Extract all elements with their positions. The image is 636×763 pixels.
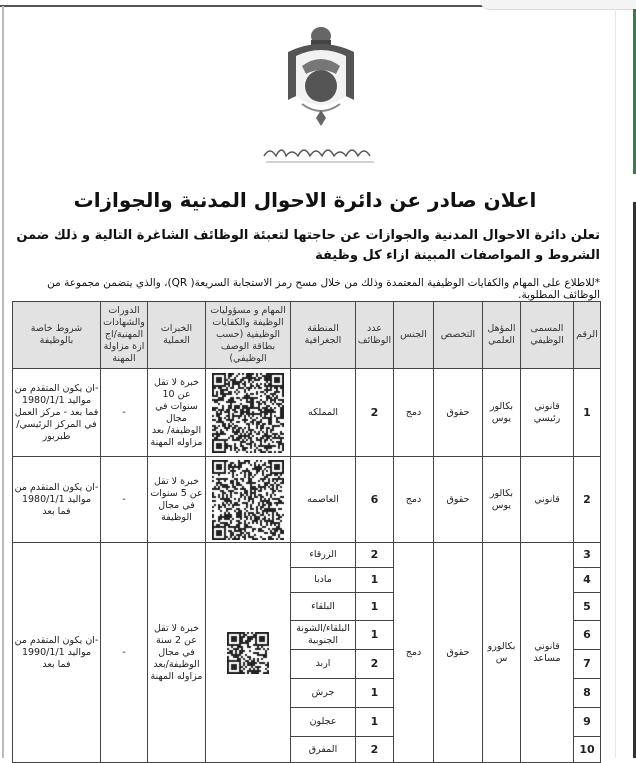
- cell-positions: 2: [356, 650, 394, 679]
- header-job-title: المسمى الوظيفي: [521, 302, 574, 369]
- cell-positions: 1: [356, 621, 394, 650]
- qr-code-icon[interactable]: [212, 373, 284, 453]
- cell-number: 7: [574, 650, 601, 679]
- viewer-corner-panel: [480, 0, 636, 10]
- cell-specialization: حقوق: [434, 369, 483, 457]
- cell-specialization: حقوق: [434, 457, 483, 543]
- cell-number: 6: [574, 621, 601, 650]
- cell-job-title: قانوني: [521, 457, 574, 543]
- cell-region: البلقاء: [291, 593, 356, 621]
- header-tasks: المهام و مسؤوليات الوظيفة والكفايات الوظيفية (حسب بطاقة الوصف الوظيفي): [206, 302, 291, 369]
- announcement-title: اعلان صادر عن دائرة الاحوال المدنية والجوازات: [73, 188, 537, 212]
- header-specialization: التخصص: [434, 302, 483, 369]
- cell-gender: دمج: [394, 543, 434, 763]
- table-row: [13, 457, 601, 543]
- cell-qualification: بكالور يوس: [483, 457, 521, 543]
- cell-number: 3: [574, 543, 601, 568]
- cell-job-title: قانوني رئيسي: [521, 369, 574, 457]
- table-row: [13, 543, 601, 568]
- cell-positions: 2: [356, 737, 394, 763]
- table-row: [13, 369, 601, 457]
- announcement-intro: تعلن دائرة الاحوال المدنية والجوازات عن حاجتها لتعبئة الوظائف الشاغرة التالية و ذلك ضمن الشروط و المواصفات المبينة ازاء كل وظيفة: [16, 228, 600, 263]
- qr-code-icon[interactable]: [227, 632, 269, 674]
- cell-conditions: -ان يكون المتقدم من مواليد 1980/1/1 فما بعد: [13, 457, 101, 543]
- header-experience: الخبرات العملية: [148, 302, 206, 369]
- cell-positions: 1: [356, 679, 394, 708]
- cell-positions: 2: [356, 543, 394, 568]
- header-qualification: المؤهل العلمي: [483, 302, 521, 369]
- header-courses: الدورات والشهادات المهنية/اج ازة مزاولة المهنة: [101, 302, 148, 369]
- cell-positions: 6: [356, 457, 394, 543]
- header-conditions: شروط خاصة بالوظيفة: [13, 302, 101, 369]
- cell-courses: -: [101, 543, 148, 763]
- header-positions: عدد الوظائف: [356, 302, 394, 369]
- cell-region: مادبا: [291, 568, 356, 593]
- cell-region: اربد: [291, 650, 356, 679]
- cell-specialization: حقوق: [434, 543, 483, 763]
- cell-region: الزرقاء: [291, 543, 356, 568]
- cell-number: 1: [574, 369, 601, 457]
- cell-positions: 1: [356, 708, 394, 737]
- cell-courses: -: [101, 369, 148, 457]
- cell-region: البلقاء/الشونة الجنوبية: [291, 621, 356, 650]
- kingdom-seal-caption: [260, 138, 380, 168]
- cell-conditions: -ان يكون المتقدم من مواليد 1990/1/1 فما بعد: [13, 543, 101, 763]
- cell-qualification: بكالور يوس: [483, 369, 521, 457]
- cell-tasks: [206, 457, 291, 543]
- cell-courses: -: [101, 457, 148, 543]
- cell-qualification: بكالورو س: [483, 543, 521, 763]
- cell-number: 8: [574, 679, 601, 708]
- qr-note: *للاطلاع على المهام والكفايات الوظيفية المعتمدة وذلك من خلال مسح رمز الاستجابة السريعة( QR)، والذي يتضمن مجموعة من الوظائف المطلوبة.: [47, 277, 600, 301]
- viewer-divider: [615, 9, 616, 758]
- cell-conditions: -ان يكون المتقدم من مواليد 1980/1/1 فما بعد - مركز العمل في المركز الرئيسي/طبربور: [13, 369, 101, 457]
- cell-region: العاصمه: [291, 457, 356, 543]
- cell-number: 5: [574, 593, 601, 621]
- cell-job-title: قانوني مساعد: [521, 543, 574, 763]
- cell-number: 2: [574, 457, 601, 543]
- cell-gender: دمج: [394, 369, 434, 457]
- header-region: المنطقة الجغرافية: [291, 302, 356, 369]
- table-header-row: [13, 302, 601, 369]
- cell-region: المفرق: [291, 737, 356, 763]
- cell-positions: 1: [356, 593, 394, 621]
- cell-region: عجلون: [291, 708, 356, 737]
- vacancies-table: [12, 301, 601, 763]
- header-number: الرقم: [574, 302, 601, 369]
- coat-of-arms-icon: [282, 22, 360, 132]
- header-gender: الجنس: [394, 302, 434, 369]
- cell-gender: دمج: [394, 457, 434, 543]
- cell-number: 10: [574, 737, 601, 763]
- cell-positions: 1: [356, 568, 394, 593]
- cell-experience: خبرة لا تقل عن 5 سنوات في مجال الوظيفة: [148, 457, 206, 543]
- cell-tasks: [206, 369, 291, 457]
- cell-number: 4: [574, 568, 601, 593]
- cell-region: جرش: [291, 679, 356, 708]
- qr-code-icon[interactable]: [212, 460, 284, 540]
- cell-tasks: [206, 543, 291, 763]
- cell-positions: 2: [356, 369, 394, 457]
- cell-number: 9: [574, 708, 601, 737]
- cell-region: المملكه: [291, 369, 356, 457]
- cell-experience: خبرة لا تقل عن 10 سنوات في مجال الوظيفة/ بعد مزاوله المهنة: [148, 369, 206, 457]
- page-left-border: [2, 6, 4, 758]
- cell-experience: خبرة لا تقل عن 2 سنة في مجال الوظيفة/بعد مزاوله المهنة: [148, 543, 206, 763]
